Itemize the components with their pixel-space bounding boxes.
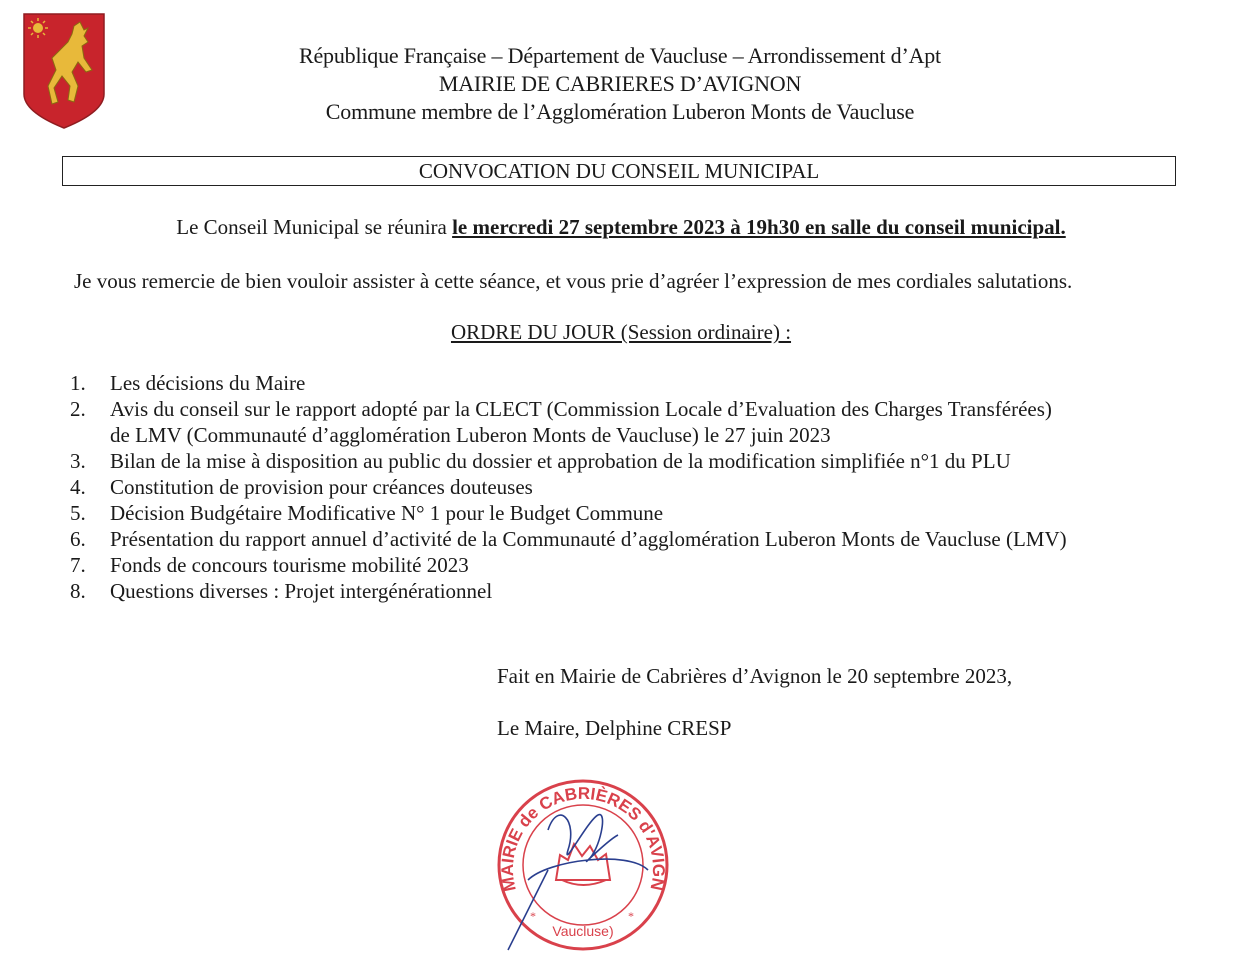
svg-text:MAIRIE de CABRIÈRES d'AVIGNON: MAIRIE de CABRIÈRES d'AVIGN <box>497 783 669 894</box>
agenda-item-text: Bilan de la mise à disposition au public du dossier et approbation de la modification simplifiée n°1 du PLU <box>110 449 1011 473</box>
agenda-item-number: 8. <box>70 579 86 603</box>
header-republic-line: République Française – Département de Vaucluse – Arrondissement d’Apt <box>299 43 941 68</box>
agenda-item <box>70 396 1180 448</box>
agenda-item-text: Fonds de concours tourisme mobilité 2023 <box>110 553 469 577</box>
svg-text:Vaucluse): Vaucluse) <box>552 923 614 939</box>
thanks-paragraph: Je vous remercie de bien vouloir assister à cette séance, et vous prie d’agréer l’expression de mes cordiales salutations. <box>74 269 1073 293</box>
agenda-title: ORDRE DU JOUR (Session ordinaire) : <box>450 320 792 344</box>
meeting-announcement <box>0 213 1242 241</box>
svg-text:*: * <box>628 909 634 923</box>
agenda-item-text: Décision Budgétaire Modificative N° 1 pour le Budget Commune <box>110 501 664 525</box>
agenda-item-number: 4. <box>70 475 86 499</box>
document-title-text: CONVOCATION DU CONSEIL MUNICIPAL <box>418 159 820 183</box>
meeting-details: le mercredi 27 septembre 2023 à 19h30 en salle du conseil municipal. <box>452 215 1066 239</box>
document-title <box>62 156 1176 186</box>
agenda-item-text-line1: Avis du conseil sur le rapport adopté par la CLECT (Commission Locale d’Evaluation des Charges Transférées) <box>110 397 1052 421</box>
header-mairie-name: MAIRIE DE CABRIERES D’AVIGNON <box>438 71 802 96</box>
agenda-item-number: 5. <box>70 501 86 525</box>
agenda-item <box>70 500 1180 526</box>
agenda-item-text-line2: de LMV (Communauté d’agglomération Luberon Monts de Vaucluse) le 27 juin 2023 <box>110 423 831 447</box>
coat-of-arms-logo <box>22 12 106 130</box>
agenda-item-number: 1. <box>70 371 86 395</box>
header-commune-line: Commune membre de l’Agglomération Luberon Monts de Vaucluse <box>325 99 915 124</box>
agenda-item <box>70 526 1180 552</box>
agenda-item-text <box>110 396 1180 448</box>
agenda-item <box>70 474 1180 500</box>
agenda-item-number: 2. <box>70 397 86 421</box>
agenda-item <box>70 370 1180 396</box>
svg-text:*: * <box>530 909 536 923</box>
agenda-item-number: 6. <box>70 527 86 551</box>
agenda-list <box>70 370 1180 604</box>
mayor-signature-line: Le Maire, Delphine CRESP <box>497 716 732 740</box>
official-stamp <box>488 760 678 953</box>
agenda-item <box>70 448 1180 474</box>
agenda-item-text: Questions diverses : Projet intergénérationnel <box>110 579 493 603</box>
agenda-item-text: Constitution de provision pour créances douteuses <box>110 475 533 499</box>
agenda-item-number: 7. <box>70 553 86 577</box>
agenda-item-text: Les décisions du Maire <box>110 371 306 395</box>
agenda-item <box>70 578 1180 604</box>
agenda-item <box>70 552 1180 578</box>
agenda-item-number: 3. <box>70 449 86 473</box>
meeting-intro: Le Conseil Municipal se réunira <box>176 215 453 239</box>
agenda-item-text: Présentation du rapport annuel d’activité de la Communauté d’agglomération Luberon Monts de Vaucluse (LMV) <box>110 527 1067 551</box>
closing-place-date: Fait en Mairie de Cabrières d’Avignon le 20 septembre 2023, <box>497 664 1013 688</box>
